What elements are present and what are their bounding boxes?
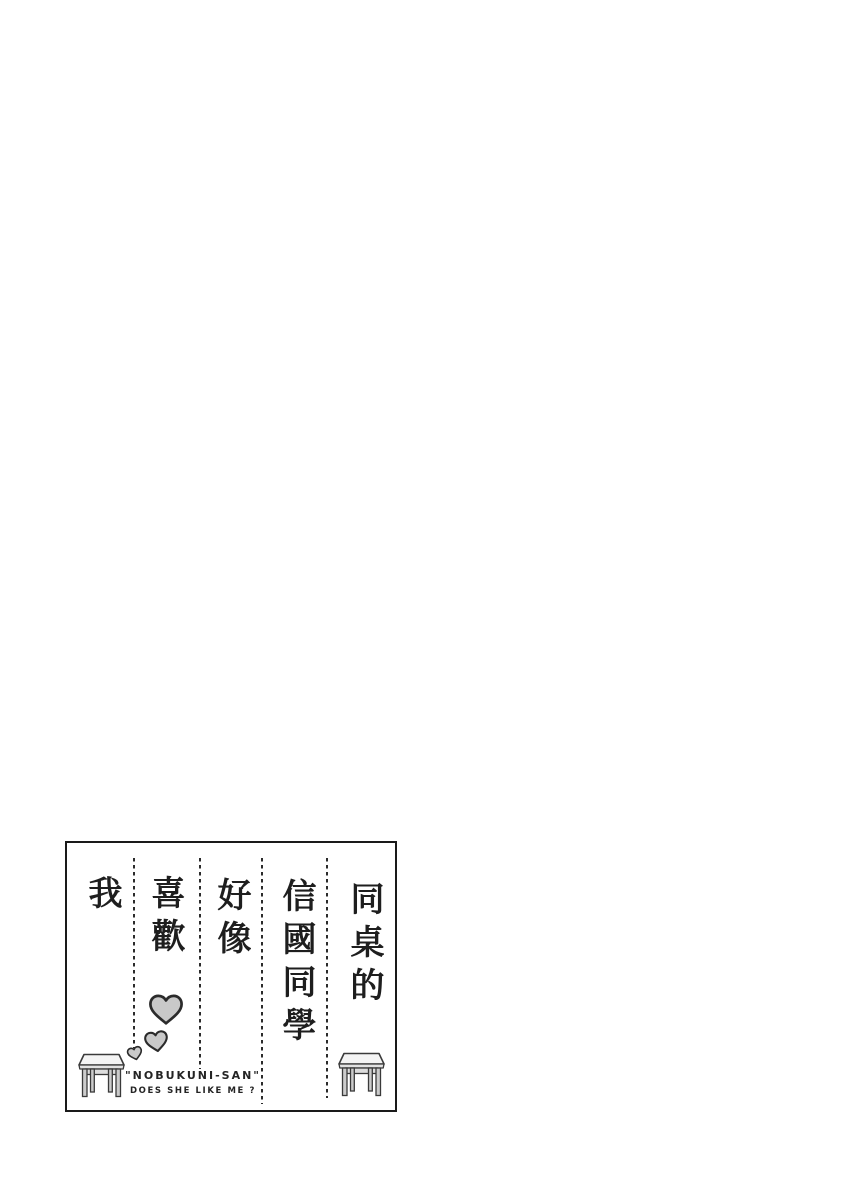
title-box <box>65 841 397 1112</box>
column-divider <box>133 858 135 1048</box>
column-divider <box>199 858 201 1069</box>
english-title: "NOBUKUNI-SAN" <box>124 1069 262 1082</box>
desk-icon <box>338 1052 385 1097</box>
english-subtitle: DOES SHE LIKE ME ? <box>129 1086 257 1096</box>
column-divider <box>261 858 263 1104</box>
title-col-me: 我 <box>82 875 122 918</box>
column-divider <box>326 858 328 1098</box>
heart-icon <box>148 993 184 1026</box>
heart-icon <box>125 1044 144 1062</box>
title-col-seems: 好像 <box>211 877 251 963</box>
title-col-nobukuni: 信國同學 <box>276 878 316 1050</box>
heart-icon <box>143 1028 171 1054</box>
title-col-likes: 喜歡 <box>145 875 185 961</box>
english-title-block <box>107 1069 279 1096</box>
title-col-deskmate: 同桌的 <box>344 881 384 1010</box>
